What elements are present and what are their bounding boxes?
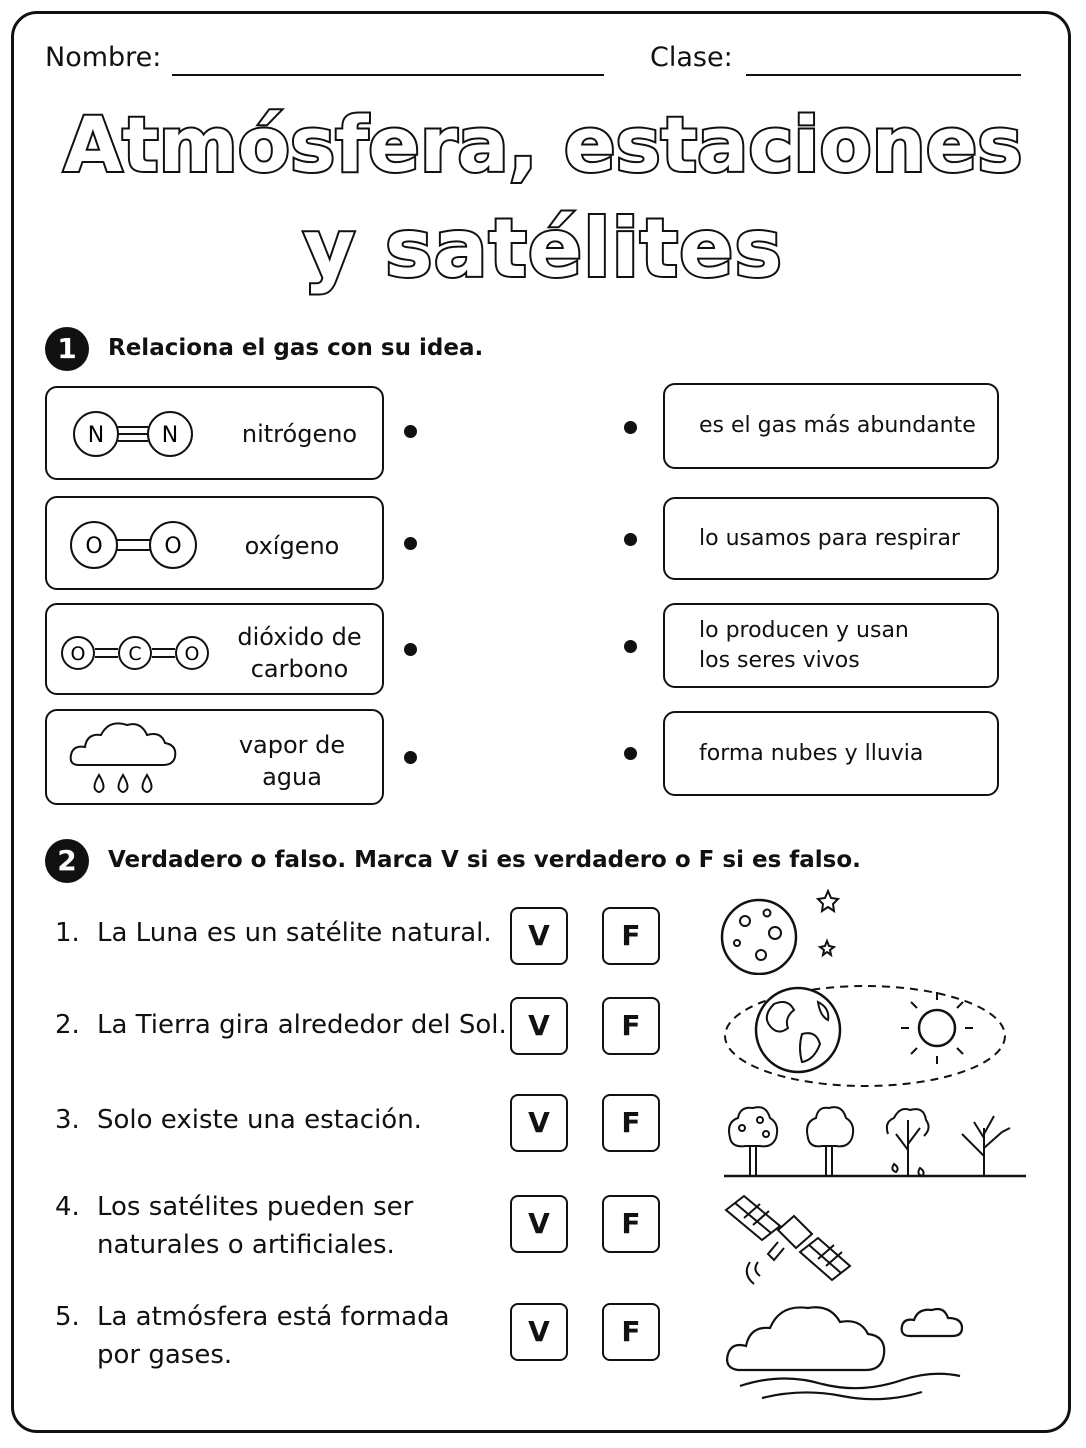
question-3-false-box[interactable]: F [602,1094,660,1152]
section-2-instruction: Verdadero o falso. Marca V si es verdadero o F si es falso. [108,847,861,873]
section-1-instruction: Relaciona el gas con su idea. [108,335,484,361]
clouds-wind-icon [722,1296,972,1406]
idea-3-text-line-2: los seres vivos [699,647,860,673]
gas-card-water-vapor [45,709,384,805]
question-1-false-box[interactable]: F [602,907,660,965]
name-label: Nombre: [45,42,162,73]
question-4-number: 4. [55,1192,80,1222]
idea-card-3 [663,603,999,688]
section-1-number: 1 [45,327,89,371]
question-1-true-box[interactable]: V [510,907,568,965]
idea-3-text-line-1: lo producen y usan [699,617,909,643]
atom-n-right: N [161,423,179,448]
question-5 [55,1298,450,1374]
gas-name-carbon-dioxide-line-1: dióxido de [237,623,362,651]
class-label: Clase: [650,42,733,73]
question-3 [55,1101,422,1139]
match-dot-gas-2[interactable] [404,537,417,550]
gas-card-nitrogen [45,386,384,480]
idea-card-4 [663,711,999,796]
title-line-2: y satélites [302,202,784,295]
section-2-number: 2 [45,839,89,883]
gas-name-nitrogen: nitrógeno [241,420,358,448]
question-5-text-line-2: por gases. [97,1340,233,1370]
question-4-text-line-1: Los satélites pueden ser [97,1192,414,1222]
match-dot-idea-4[interactable] [624,747,637,760]
earth-orbit-sun-icon [722,980,1008,1092]
match-dot-idea-2[interactable] [624,533,637,546]
question-5-true-box[interactable]: V [510,1303,568,1361]
question-3-true-box[interactable]: V [510,1094,568,1152]
four-seasons-trees-icon [720,1098,1030,1180]
gas-name-oxygen: oxígeno [244,532,340,560]
idea-1-text: es el gas más abundante [699,413,976,438]
question-5-false-box[interactable]: F [602,1303,660,1361]
moon-stars-icon [715,885,855,975]
gas-card-carbon-dioxide [45,603,384,695]
idea-2-text: lo usamos para respirar [699,525,960,551]
atom-o-left: O [85,534,103,559]
idea-card-2 [663,497,999,580]
question-4 [55,1188,413,1264]
atom-o-last: O [184,643,200,665]
match-dot-idea-3[interactable] [624,640,637,653]
question-4-false-box[interactable]: F [602,1195,660,1253]
atom-o-right: O [164,534,182,559]
question-2-false-box[interactable]: F [602,997,660,1055]
atom-c: C [128,643,142,665]
idea-card-1 [663,383,999,469]
question-5-number: 5. [55,1302,80,1332]
question-3-number: 3. [55,1105,80,1135]
gas-name-water-vapor-line-2: agua [262,763,322,791]
gas-card-oxygen [45,496,384,590]
name-line[interactable] [172,74,604,76]
match-dot-gas-3[interactable] [404,643,417,656]
idea-4-text: forma nubes y lluvia [699,740,924,766]
carbon-dioxide-molecule-icon [59,633,211,673]
question-1 [55,914,492,952]
gas-name-carbon-dioxide [227,621,372,685]
artificial-satellite-icon [722,1190,854,1290]
match-dot-idea-1[interactable] [624,421,637,434]
question-1-number: 1. [55,918,80,948]
question-2-number: 2. [55,1010,80,1040]
atom-n-left: N [87,423,105,448]
match-dot-gas-1[interactable] [404,425,417,438]
gas-name-water-vapor [227,729,357,793]
class-line[interactable] [746,74,1021,76]
gas-name-water-vapor-line-1: vapor de [238,731,346,759]
gas-name-carbon-dioxide-line-2: carbono [250,655,349,683]
question-1-text: La Luna es un satélite natural. [97,918,492,948]
title-line-1: Atmósfera, estaciones [63,100,1023,189]
question-4-text-line-2: naturales o artificiales. [97,1230,395,1260]
question-2-text: La Tierra gira alrededor del Sol. [97,1010,507,1040]
question-4-true-box[interactable]: V [510,1195,568,1253]
match-dot-gas-4[interactable] [404,751,417,764]
question-3-text: Solo existe una estación. [97,1105,422,1135]
question-5-text-line-1: La atmósfera está formada [97,1302,450,1332]
oxygen-molecule-icon [67,519,202,571]
nitrogen-molecule-icon [69,408,199,460]
rain-cloud-icon [65,715,183,801]
question-2 [55,1006,507,1044]
question-2-true-box[interactable]: V [510,997,568,1055]
atom-o-first: O [70,643,86,665]
